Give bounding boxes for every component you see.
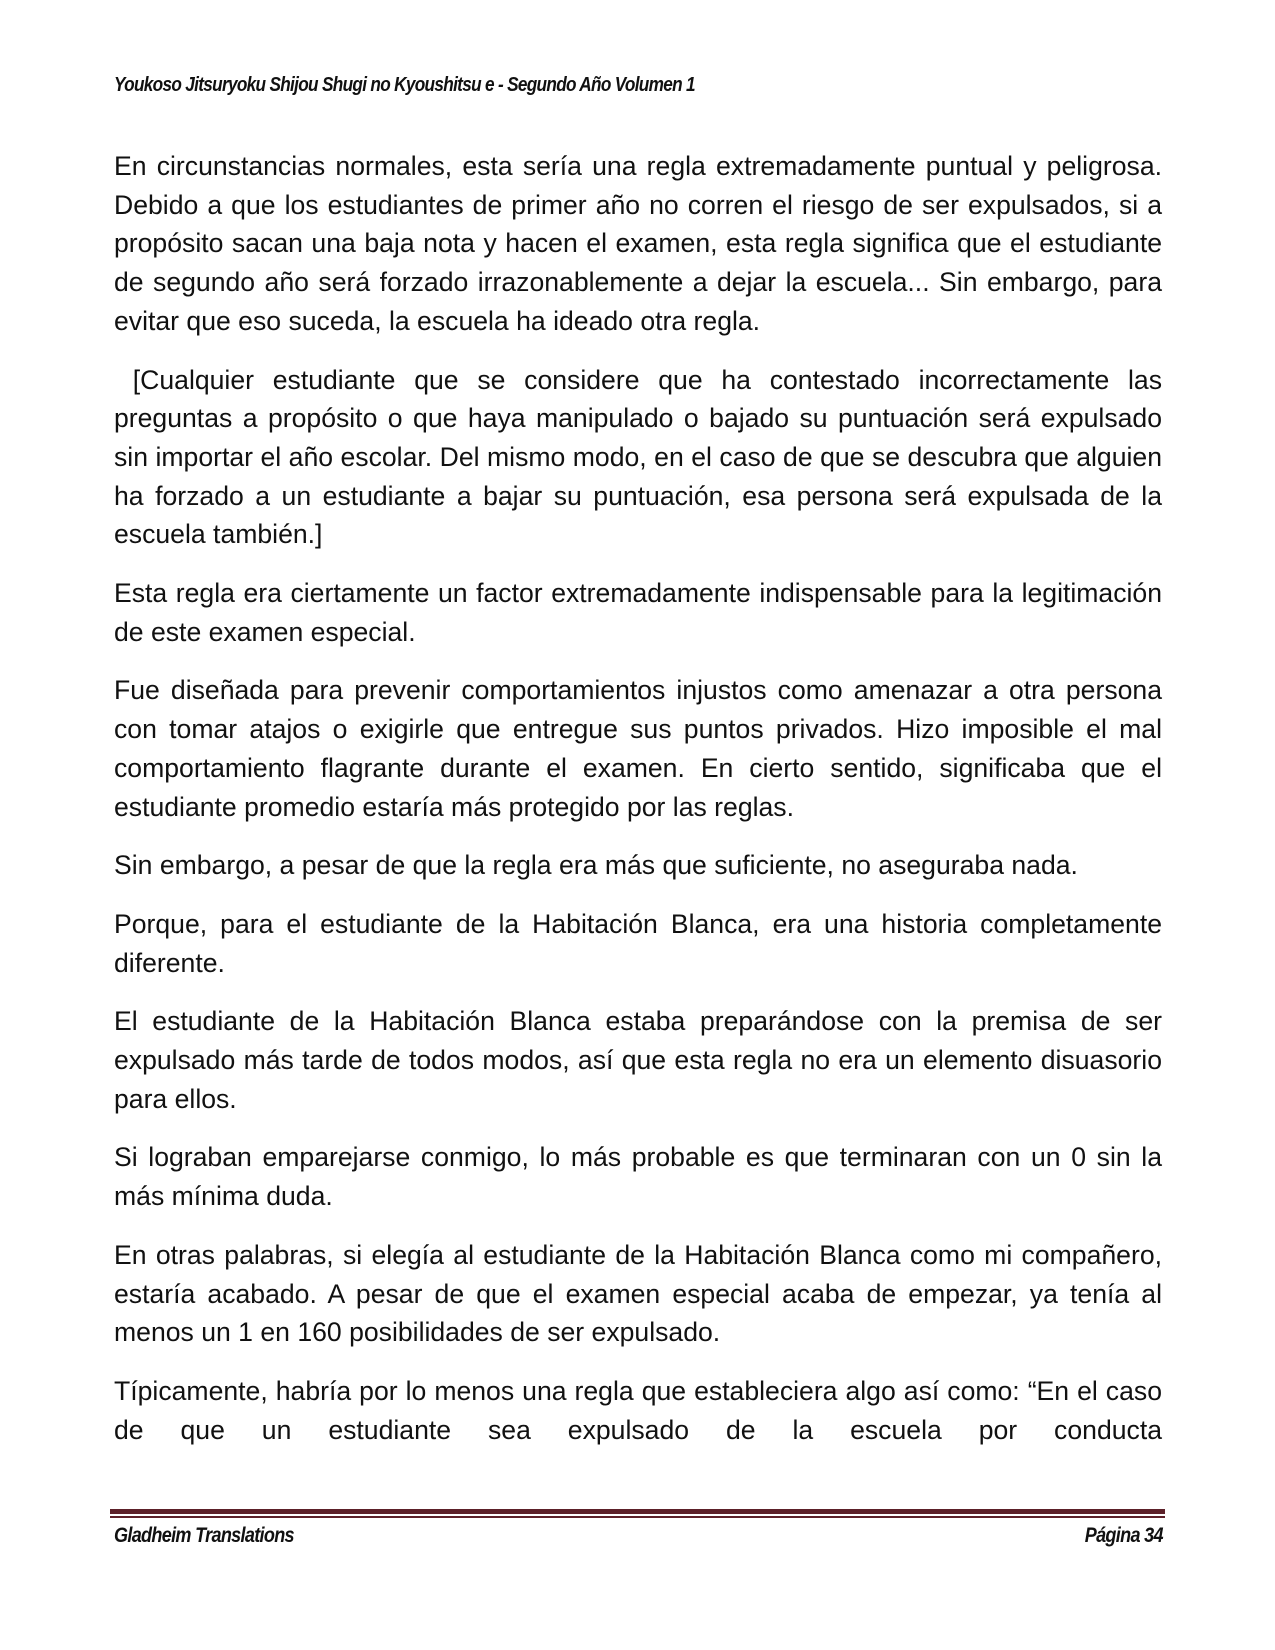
paragraph: En otras palabras, si elegía al estudiante de la Habitación Blanca como mi compañero, estaría acabado. A pesar de que el examen especial acaba de empezar, ya tenía al menos un 1 en 160 posibilidades de ser expulsado. — [114, 1239, 1162, 1348]
footer-credit: Gladheim Translations — [114, 1524, 294, 1547]
running-header: Youkoso Jitsuryoku Shijou Shugi no Kyoushitsu e - Segundo Año Volumen 1 — [114, 74, 695, 96]
page-number: Página 34 — [1084, 1524, 1163, 1547]
paragraph: Fue diseñada para prevenir comportamientos injustos como amenazar a otra persona con tomar atajos o exigirle que entregue sus puntos privados. Hizo imposible el mal comportamiento flagrante durante el examen. En cierto sentido, significaba que el estudiante promedio estaría más protegido por las reglas. — [114, 675, 1162, 822]
document-body — [114, 147, 1170, 1469]
footer-rule-thin — [110, 1516, 1165, 1518]
footer-rule-thick — [110, 1509, 1165, 1514]
paragraph: Porque, para el estudiante de la Habitación Blanca, era una historia completamente diferente. — [114, 908, 1162, 978]
paragraph: Si lograban emparejarse conmigo, lo más probable es que terminaran con un 0 sin la más mínima duda. — [114, 1142, 1162, 1212]
paragraph: [Cualquier estudiante que se considere que ha contestado incorrectamente las preguntas a propósito o que haya manipulado o bajado su puntuación será expulsado sin importar el año escolar. Del mismo modo, en el caso de que se descubra que alguien ha forzado a un estudiante a bajar su puntuación, esa persona será expulsada de la escuela también.] — [114, 364, 1170, 550]
paragraph: Sin embargo, a pesar de que la regla era más que suficiente, no aseguraba nada. — [114, 850, 1078, 881]
paragraph: Esta regla era ciertamente un factor extremadamente indispensable para la legitimación de este examen especial. — [114, 578, 1162, 647]
paragraph: Típicamente, habría por lo menos una regla que estableciera algo así como: “En el caso de que un estudiante sea expulsado de la escuela por conducta — [114, 1375, 1162, 1445]
paragraph: En circunstancias normales, esta sería una regla extremadamente puntual y peligrosa. Debido a que los estudiantes de primer año no corren el riesgo de ser expulsados, si a propósito sacan una baja nota y hacen el examen, esta regla significa que el estudiante de segundo año será forzado irrazonablemente a dejar la escuela... Sin embargo, para evitar que eso suceda, la escuela ha ideado otra regla. — [114, 151, 1162, 336]
paragraph: El estudiante de la Habitación Blanca estaba preparándose con la premisa de ser expulsado más tarde de todos modos, así que esta regla no era un elemento disuasorio para ellos. — [114, 1006, 1162, 1114]
